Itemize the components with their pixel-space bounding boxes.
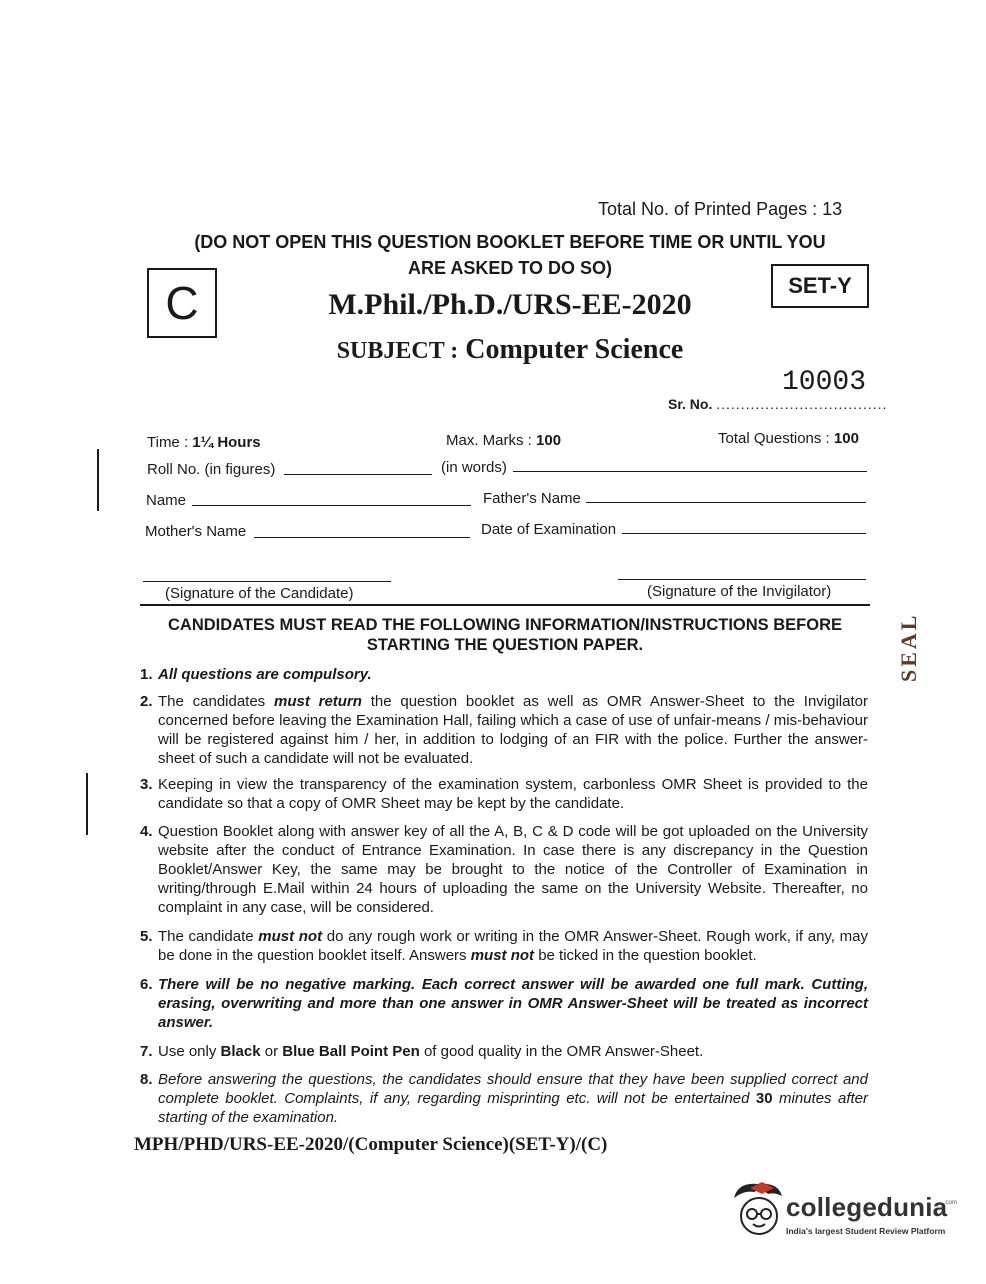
instruction-text-part: The candidates [158, 693, 274, 710]
watermark-brand: collegedunia [786, 1192, 948, 1222]
section-divider [140, 604, 870, 606]
exam-title: M.Phil./Ph.D./URS-EE-2020 [328, 288, 692, 321]
instruction-text-part: must not [258, 928, 323, 945]
instruction-number: 4. [140, 823, 153, 840]
total-questions-value: 100 [833, 430, 859, 447]
time-field [147, 434, 261, 451]
instruction-text-part: do any rough work or writing in the OMR Answer-Sheet. Rough work, if any, may be done in the question booklet itself. Answers [158, 928, 868, 964]
student-mascot-icon [728, 1178, 790, 1248]
warning-line-1: (DO NOT OPEN THIS QUESTION BOOKLET BEFORE TIME OR UNTIL YOU [194, 232, 826, 252]
instruction-number: 5. [140, 928, 153, 945]
max-marks-label: Max. Marks : [446, 432, 532, 449]
name-label: Name [146, 492, 187, 509]
instruction-text-part: be ticked in the question booklet. [534, 947, 757, 964]
instruction-text [158, 775, 868, 813]
subject-value: Computer Science [465, 334, 684, 365]
name-input-line[interactable] [192, 505, 471, 506]
subject-label: SUBJECT : [336, 338, 459, 364]
instruction-text-part: Blue Ball Point Pen [282, 1043, 420, 1060]
father-name-input-line[interactable] [586, 502, 866, 503]
instructions-heading [140, 615, 870, 655]
total-questions-label: Total Questions : [718, 430, 830, 447]
set-label: SET-Y [771, 264, 869, 308]
instruction-text-part: Question Booklet along with answer key of all the A, B, C & D code will be got uploaded on the University website after the conduct of Entrance Examination. In case there is any discrepancy in the Question Booklet/Answer Key, the same may be brought to the notice of the Controller of Examination in writing/through E.Mail within 24 hours of uploading the same on the University Website. Thereafter, no complaint in any case, will be considered. [158, 823, 868, 916]
instruction-text-part: 30 [755, 1090, 773, 1107]
total-questions-field [718, 430, 859, 447]
instruction-text-part: must return [273, 693, 362, 710]
instruction-text-part: or [260, 1043, 283, 1060]
instruction-text-part: All questions are compulsory. [158, 666, 372, 683]
seal-text: SEAL [896, 612, 921, 682]
margin-mark-bottom [86, 773, 88, 835]
serial-label: Sr. No. [668, 396, 713, 412]
instruction-2 [140, 692, 868, 768]
invigilator-signature-line[interactable] [618, 579, 866, 580]
time-value: 1¼ Hours [192, 434, 261, 451]
serial-number: 10003 [782, 367, 867, 398]
watermark-tagline: India's largest Student Review Platform [786, 1226, 946, 1236]
time-label: Time : [147, 434, 189, 451]
roll-words-input-line[interactable] [513, 471, 867, 472]
seal-stamp [896, 612, 922, 762]
subject-line [260, 334, 760, 366]
instruction-7 [140, 1042, 868, 1061]
roll-figures-label: Roll No. (in figures) [147, 461, 276, 478]
instruction-text [158, 822, 868, 917]
instruction-text-part: The candidate [158, 928, 259, 945]
candidate-signature-label: (Signature of the Candidate) [165, 585, 354, 602]
roll-words-label: (in words) [441, 459, 507, 476]
max-marks-field [446, 432, 561, 449]
booklet-code: C [147, 268, 217, 338]
instruction-3 [140, 775, 868, 813]
instruction-4 [140, 822, 868, 917]
instruction-text [158, 1070, 868, 1127]
instruction-text [158, 927, 868, 965]
instruction-text-part: must not [470, 947, 535, 964]
instruction-text-part: Keeping in view the transparency of the examination system, carbonless OMR Sheet is provided to the candidate so that a copy of OMR Sheet may be kept by the candidate. [158, 776, 868, 812]
serial-dots: ................................... [716, 396, 888, 412]
instruction-8 [140, 1070, 868, 1127]
mother-name-input-line[interactable] [254, 537, 470, 538]
instruction-1 [140, 665, 868, 684]
watermark-com: .com [944, 1200, 958, 1206]
instruction-text-part: Black [220, 1043, 261, 1060]
instruction-number: 7. [140, 1043, 153, 1060]
instruction-number: 1. [140, 666, 153, 683]
margin-mark-top [97, 449, 99, 511]
instruction-text-part: There will be no negative marking. Each correct answer will be awarded one full mark. Cutting, erasing, overwriting and more than one answer in OMR Answer-Sheet will be treated as incorrect answer. [158, 976, 868, 1031]
instruction-text-part: Use only [158, 1043, 221, 1060]
instruction-text-part: Before answering the questions, the candidates should ensure that they have been supplied correct and complete booklet. Complaints, if any, regarding misprinting etc. will not be entertained [158, 1071, 868, 1107]
instruction-text [158, 975, 868, 1032]
printed-pages: Total No. of Printed Pages : 13 [598, 199, 843, 219]
instruction-number: 8. [140, 1071, 153, 1088]
max-marks-value: 100 [536, 432, 562, 449]
warning-line-2: ARE ASKED TO DO SO) [407, 258, 613, 278]
instruction-5 [140, 927, 868, 965]
instruction-text [158, 692, 868, 768]
invigilator-signature-label: (Signature of the Invigilator) [647, 583, 832, 600]
footer-code: MPH/PHD/URS-EE-2020/(Computer Science)(SET-Y)/(C) [134, 1134, 608, 1155]
instruction-number: 6. [140, 976, 153, 993]
instruction-text-part: the question booklet as well as OMR Answer-Sheet to the Invigilator concerned before leaving the Examination Hall, failing which a case of use of unfair-means / mis-behaviour will be registered against him / her, in addition to lodging of an FIR with the police. Further the answer-sheet of such a candidate will not be evaluated. [158, 693, 868, 767]
instruction-6 [140, 975, 868, 1032]
date-exam-input-line[interactable] [622, 533, 866, 534]
instruction-text-part: minutes after starting of the examination. [158, 1090, 868, 1126]
instructions-heading-line-1: CANDIDATES MUST READ THE FOLLOWING INFORMATION/INSTRUCTIONS BEFORE [167, 616, 843, 634]
instruction-text-part: of good quality in the OMR Answer-Sheet. [419, 1043, 704, 1060]
instructions-heading-line-2: STARTING THE QUESTION PAPER. [366, 636, 644, 654]
roll-figures-input-line[interactable] [284, 474, 432, 475]
candidate-signature-line[interactable] [143, 581, 391, 582]
serial-label-line [668, 396, 887, 412]
father-name-label: Father's Name [483, 490, 581, 507]
date-exam-label: Date of Examination [481, 521, 617, 538]
instruction-number: 3. [140, 776, 153, 793]
instruction-text [158, 665, 868, 684]
instruction-text [158, 1042, 868, 1061]
mother-name-label: Mother's Name [145, 523, 247, 540]
instruction-number: 2. [140, 693, 153, 710]
